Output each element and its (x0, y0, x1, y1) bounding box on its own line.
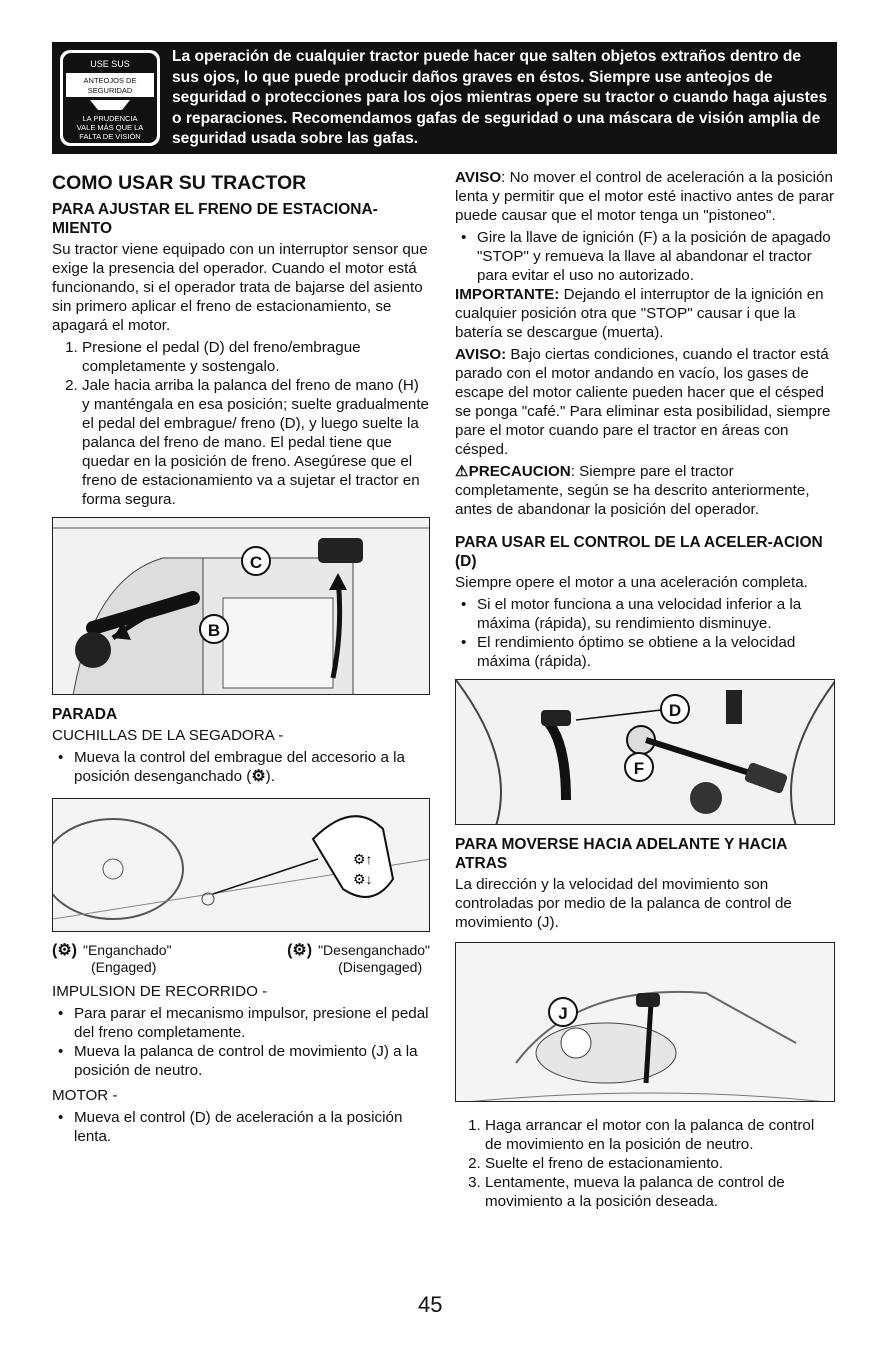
callout-j: J (548, 997, 578, 1027)
blades-bullet: • Mueva la control del embrague del accesorio a la posición desenganchado (⚙). (74, 748, 430, 786)
brake-intro: Su tractor viene equipado con un interruptor sensor que exige la presencia del operador. Cuando el motor está funcionando, si el operador trata de bajarse del asiento sin primero aplicar el freno de estacionamiento, se apagará el motor. (52, 241, 428, 334)
legend-disengaged (287, 942, 430, 976)
legend-engaged (52, 942, 172, 976)
parking-brake-illustration (53, 518, 430, 695)
page-title: COMO USAR SU TRACTOR (52, 172, 307, 194)
engine-list (52, 1108, 430, 1146)
accel-intro: Siempre opere el motor a una aceleración completa. (455, 574, 808, 591)
clutch-legend (52, 942, 430, 976)
drive-list (52, 1004, 430, 1080)
stop-heading: PARADA (52, 706, 118, 723)
svg-text:SEGURIDAD: SEGURIDAD (87, 86, 133, 95)
left-column (52, 168, 430, 1146)
engaged-en: (Engaged) (91, 959, 157, 975)
callout-b: B (199, 614, 229, 644)
key-bullet: • Gire la llave de ignición (F) a la posición de apagado "STOP" y remueva la llave al abandonar el tractor para evitar el uso no autorizado. (477, 228, 835, 285)
icon-top-text: USE SUS (90, 59, 130, 69)
svg-text:ANTEOJOS DE: ANTEOJOS DE (83, 76, 137, 85)
move-intro: La dirección y la velocidad del movimiento son controladas por medio de la palanca de control de movimiento (J). (455, 876, 792, 931)
drive-bullet: • Mueva la palanca de control de movimiento (J) a la posición de neutro. (74, 1042, 430, 1080)
brake-step: 2. Jale hacia arriba la palanca del freno de mano (H) y manténgala en esa posición; suelte gradualmente el pedal del embrague/ freno (D), y luego suelte la palanca del freno de mano. El pedal tiene que quedar en la posición de freno. Asegúrese que el freno de estacionamiento va a sujetar el tractor en forma segura. (82, 376, 430, 509)
attachment-clutch-illustration (53, 799, 430, 932)
accel-bullet: • El rendimiento óptimo se obtiene a la velocidad máxima (rápida). (477, 633, 835, 671)
accel-heading: PARA USAR EL CONTROL DE LA ACELER-ACION (D) (455, 534, 823, 570)
key-list (455, 228, 835, 285)
importante: IMPORTANTE: Dejando el interruptor de la ignición en cualquier posición otra que "STOP" causar i que la batería se descargue (muerta). (455, 286, 824, 341)
brake-steps (52, 338, 430, 509)
callout-d: D (660, 694, 690, 724)
move-steps (455, 1116, 835, 1211)
callout-c: C (241, 546, 271, 576)
engine-label: MOTOR - (52, 1087, 118, 1104)
engine-bullet: • Mueva el control (D) de aceleración a la posición lenta. (74, 1108, 430, 1146)
drive-bullet: • Para parar el mecanismo impulsor, presione el pedal del freno completamente. (74, 1004, 430, 1042)
aviso-1: AVISO: No mover el control de aceleración a la posición lenta y permitir que el motor esté inactivo antes de parar puede causar que el motor tenga un "pistoneo". (455, 169, 835, 224)
svg-text:LA PRUDENCIA: LA PRUDENCIA (82, 114, 138, 123)
disengaged-legend-icon: (⚙) (287, 942, 313, 959)
blades-label: CUCHILLAS DE LA SEGADORA - (52, 727, 284, 744)
motion-lever-illustration (456, 943, 835, 1102)
figure-throttle-ignition (455, 679, 835, 825)
brake-step: 1. Presione el pedal (D) del freno/embrague completamente y sostengalo. (82, 338, 430, 376)
disengaged-en: (Disengaged) (338, 959, 423, 975)
figure-motion-lever (455, 942, 835, 1102)
svg-text:⚙↓: ⚙↓ (353, 871, 373, 887)
warning-triangle-icon: ⚠ (455, 463, 469, 480)
figure-parking-brake (52, 517, 430, 695)
disengaged-symbol-icon: ⚙ (251, 768, 266, 785)
precaucion: ⚠PRECAUCION: Siempre pare el tractor completamente, según se ha descrito anteriormente, antes de abandonar la posición del operador. (455, 463, 810, 518)
blades-list (52, 748, 430, 786)
move-step: 3. Lentamente, mueva la palanca de control de movimiento a la posición deseada. (485, 1173, 835, 1211)
right-column (455, 168, 835, 1211)
safety-glasses-icon (60, 50, 160, 146)
accel-list (455, 595, 835, 671)
disengaged-es: "Desenganchado" (318, 942, 430, 958)
svg-text:VALE MÁS QUE LA: VALE MÁS QUE LA (76, 123, 144, 132)
accel-bullet: • Si el motor funciona a una velocidad inferior a la máxima (rápida), su rendimiento disminuye. (477, 595, 835, 633)
figure-attachment-clutch (52, 798, 430, 932)
warning-text: La operación de cualquier tractor puede hacer que salten objetos extraños dentro de sus ojos, lo que puede producir daños graves en éstos. Siempre use anteojos de seguridad o protecciones para los ojos mientras opere su tractor o cuando haga ajustes o reparaciones. Recomendamos gafas de seguridad o una máscara de visión amplia de seguridad usada sobre las gafas. (172, 48, 828, 147)
move-step: 2. Suelte el freno de estacionamiento. (485, 1154, 835, 1173)
callout-f: F (624, 752, 654, 782)
engaged-es: "Enganchado" (83, 942, 172, 958)
safety-warning-banner (52, 42, 837, 154)
move-step: 1. Haga arrancar el motor con la palanca de control de movimiento en la posición de neutro. (485, 1116, 835, 1154)
drive-label: IMPULSION DE RECORRIDO - (52, 983, 268, 1000)
page-number: 45 (418, 1292, 443, 1317)
brake-heading: PARA AJUSTAR EL FRENO DE ESTACIONA-MIENTO (52, 201, 378, 237)
aviso-2: AVISO: Bajo ciertas condiciones, cuando el tractor está parado con el motor andando en vacío, los gases de escape del motor caliente pueden hacer que el césped se ponga "café." Para eliminar esta posibilidad, siempre pare el motor cuando pare el tractor en áreas con césped. (455, 346, 831, 458)
engaged-symbol-icon: (⚙) (52, 942, 77, 959)
svg-text:FALTA DE VISIÓN: FALTA DE VISIÓN (79, 132, 141, 141)
move-heading: PARA MOVERSE HACIA ADELANTE Y HACIA ATRAS (455, 836, 787, 872)
svg-text:⚙↑: ⚙↑ (353, 851, 373, 867)
